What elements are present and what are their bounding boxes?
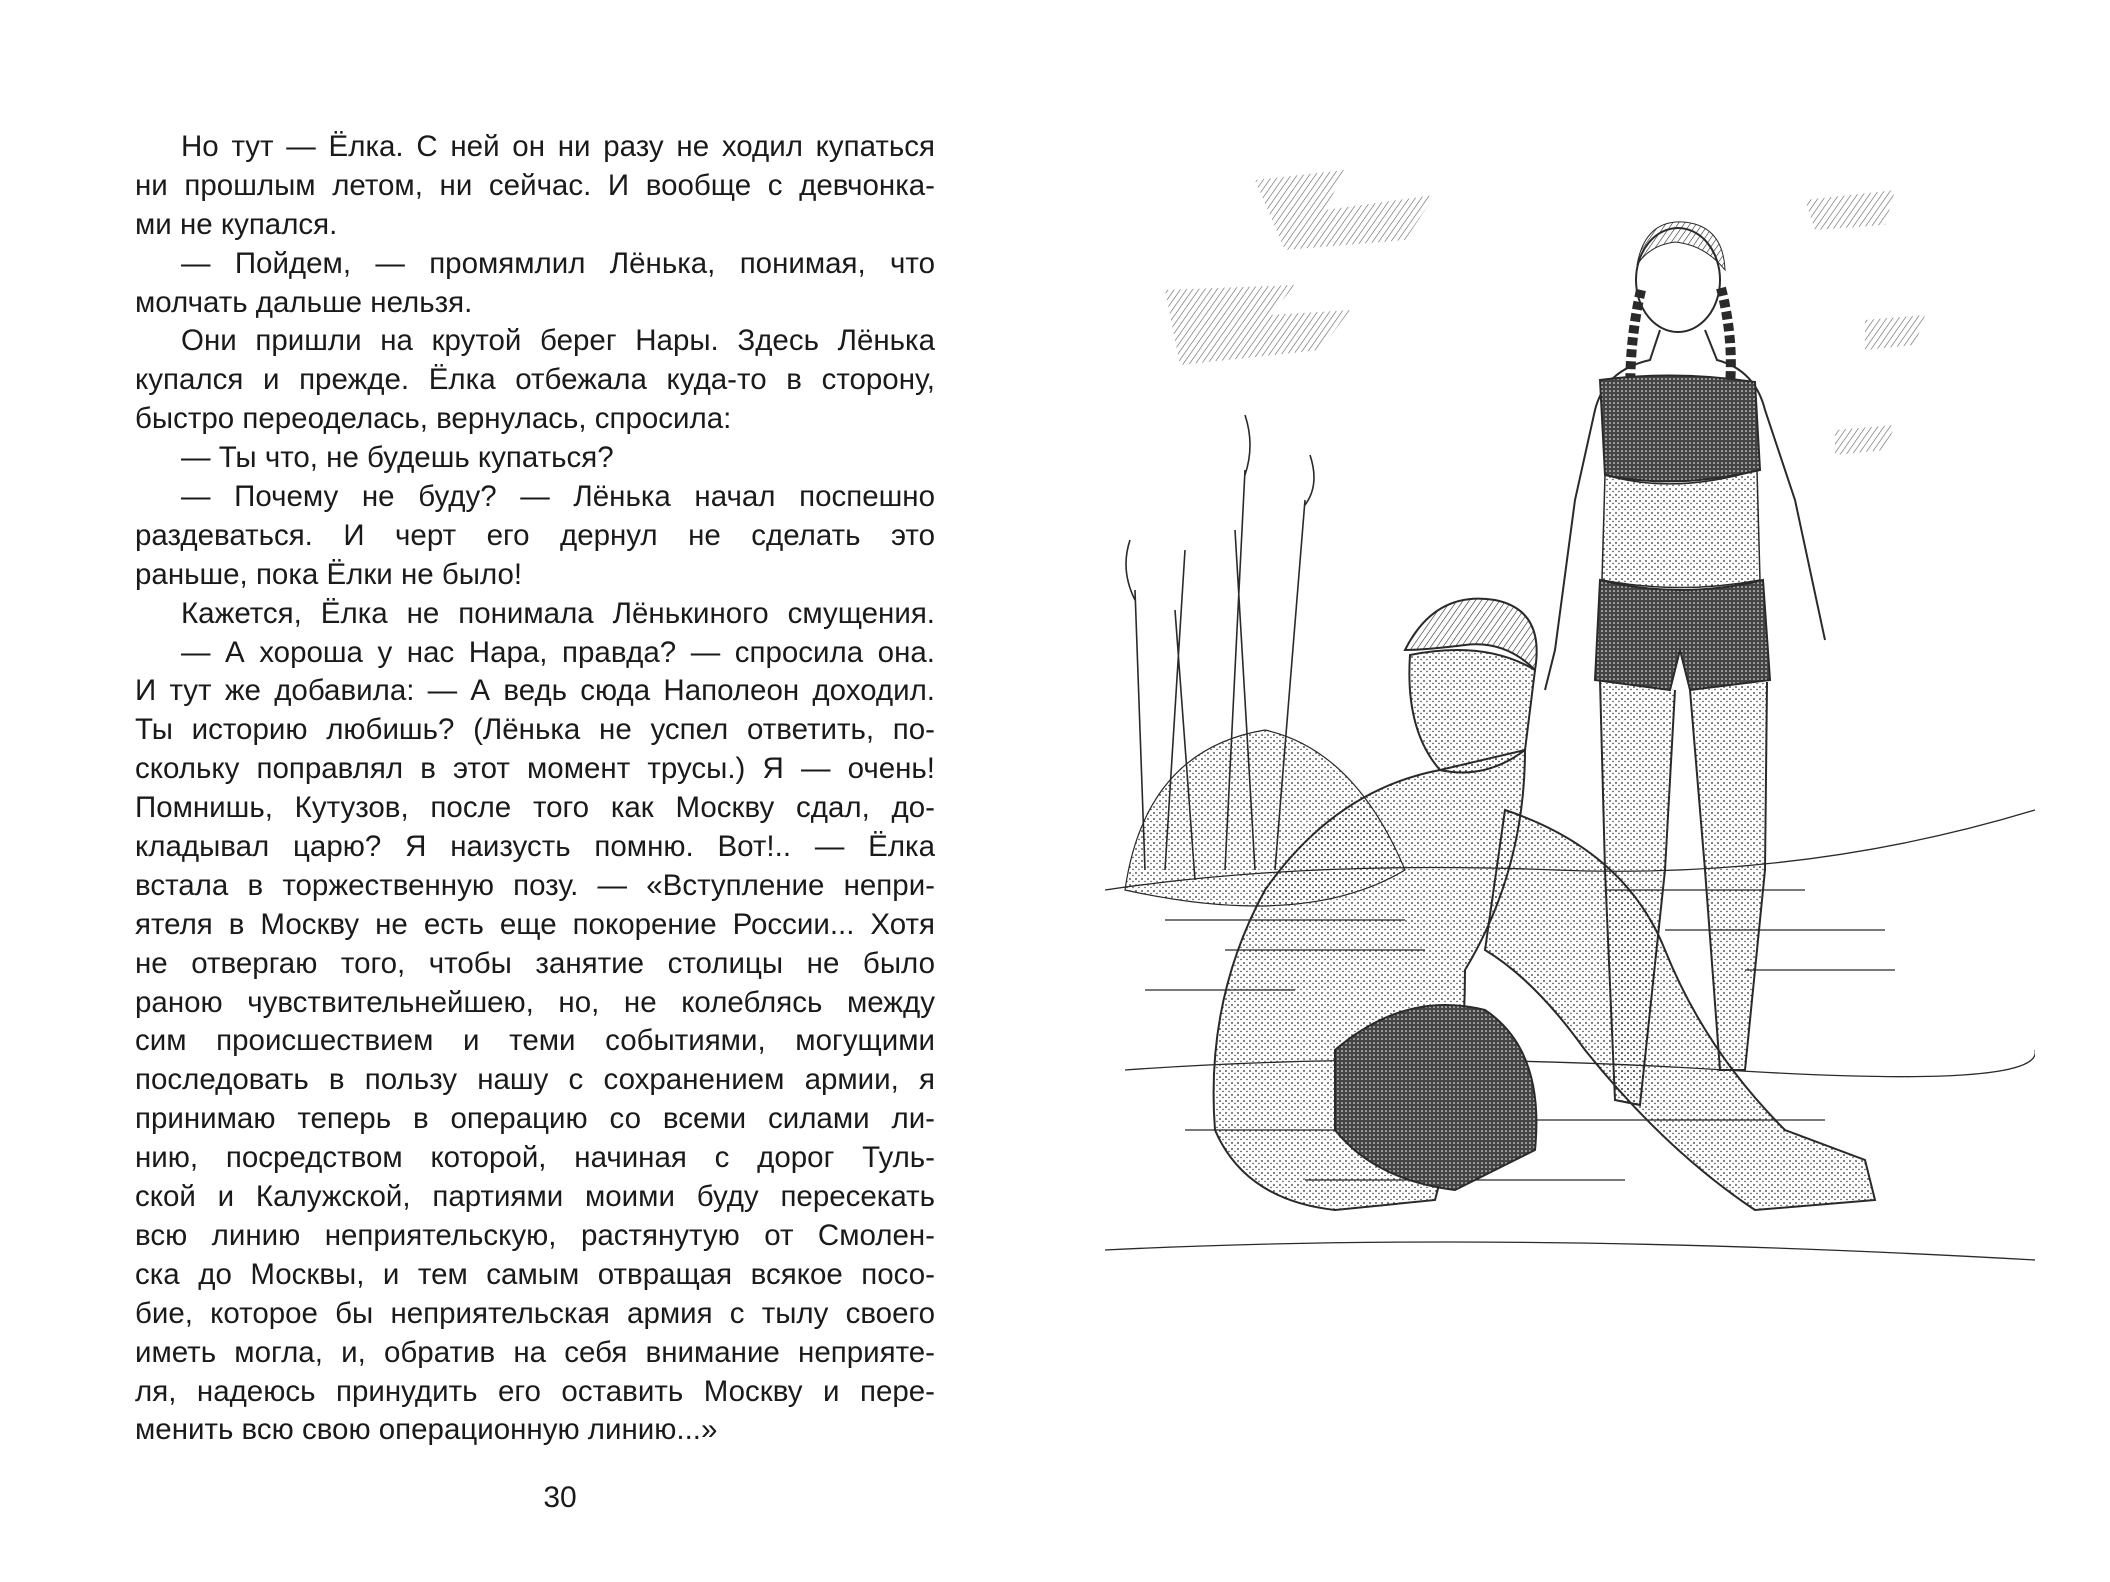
sky-strokes	[1165, 170, 1925, 455]
text-line: Но тут — Ёлка. С ней он ни разу не ходил купаться	[181, 130, 935, 163]
text-line: — Пойдем, — промямлил Лёнька, понимая, что	[181, 246, 935, 280]
text-line: скольку поправлял в этот момент трусы.) Я — очень!	[135, 752, 935, 786]
text-line: раздеваться. И черт его дернул не сделать это	[135, 518, 935, 552]
text-line: всю линию неприятельскую, растянутую от Смолен-	[135, 1218, 935, 1252]
text-line: Кажется, Ёлка не понимала Лёнькиного смущения.	[181, 596, 935, 630]
pen-ink-illustration-icon	[1105, 170, 2035, 1340]
text-line: встала в торжественную позу. — «Вступление непри-	[135, 868, 935, 902]
text-line: ми не купался.	[135, 207, 338, 241]
text-line: ска до Москвы, и тем самым отвращая всякое посо-	[135, 1257, 935, 1291]
text-line: — Почему не буду? — Лёнька начал поспешно	[181, 480, 935, 514]
text-line: Ты историю любишь? (Лёнька не успел ответить, по-	[135, 713, 935, 747]
text-line: иметь могла, и, обратив на себя внимание неприяте-	[135, 1335, 935, 1369]
text-line: Они пришли на крутой берег Нары. Здесь Лёнька	[181, 324, 935, 358]
text-line: И тут же добавила: — А ведь сюда Наполеон доходил.	[135, 674, 935, 708]
text-line: раною чувствительнейшею, но, не колеблясь между	[135, 985, 935, 1019]
text-line: принимаю теперь в операцию со всеми силами ли-	[135, 1102, 935, 1136]
page-number: 30	[543, 1481, 577, 1514]
text-line: ятеля в Москву не есть еще покорение России... Хотя	[135, 907, 935, 941]
text-line: купался и прежде. Ёлка отбежала куда-то в сторону,	[135, 363, 935, 397]
text-line: Помнишь, Кутузов, после того как Москву сдал, до-	[135, 791, 935, 825]
text-line: молчать дальше нельзя.	[135, 285, 473, 319]
text-line: сим происшествием и теми событиями, могущими	[135, 1024, 935, 1058]
text-line: раньше, пока Ёлки не было!	[135, 557, 523, 591]
text-line: быстро переоделась, вернулась, спросила:	[135, 402, 732, 436]
body-text	[135, 128, 935, 1450]
text-line: последовать в пользу нашу с сохранением армии, я	[135, 1063, 935, 1097]
text-line: — А хороша у нас Нара, правда? — спросила она.	[181, 635, 935, 669]
text-line: кладывал царю? Я наизусть помню. Вот!.. — Ёлка	[135, 830, 935, 864]
text-line: ни прошлым летом, ни сейчас. И вообще с девчонка-	[135, 168, 935, 202]
boy-figure	[1214, 599, 1875, 1210]
text-line: нию, посредством которой, начиная с дорог Туль-	[135, 1141, 935, 1175]
text-line: менить всю свою операционную линию...»	[135, 1413, 718, 1447]
text-line: — Ты что, не будешь купаться?	[181, 441, 614, 475]
text-line: не отвергаю того, чтобы занятие столицы не было	[135, 946, 935, 980]
text-line: ля, надеюсь принудить его оставить Москву и пере-	[135, 1374, 935, 1408]
text-line: ской и Калужской, партиями моими буду пересекать	[135, 1180, 935, 1214]
text-line: бие, которое бы неприятельская армия с тылу своего	[135, 1296, 935, 1330]
illustration-boy-and-girl-at-river	[1105, 170, 2035, 1340]
